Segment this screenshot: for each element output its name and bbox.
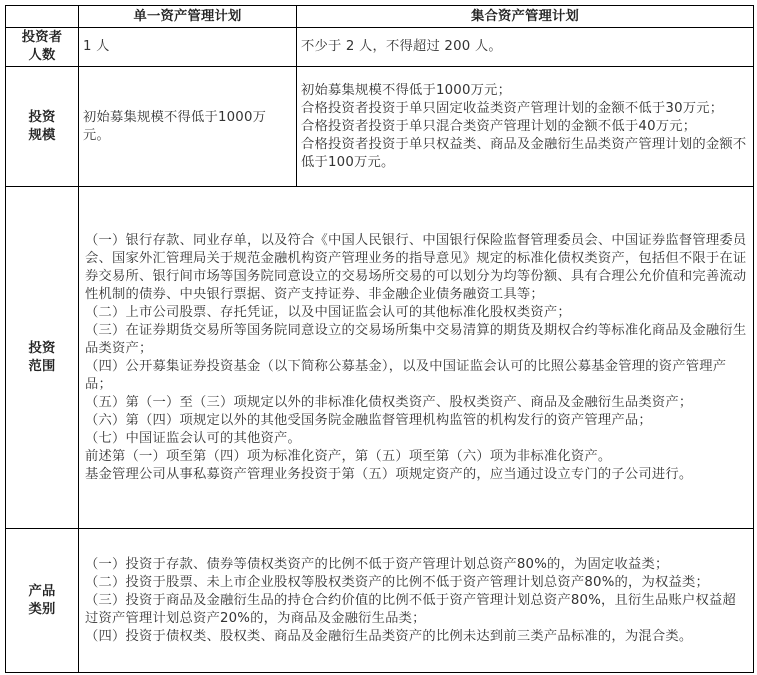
scale-collective-line: 合格投资者投资于单只混合类资产管理计划的金额不低于40万元； — [301, 118, 697, 134]
row-label-category — [6, 529, 79, 673]
row-label-scope — [6, 187, 79, 529]
header-single-plan: 单一资产管理计划 — [79, 6, 297, 28]
scope-item: （六）第（四）项规定以外的其他受国务院金融监督管理机构监管的机构发行的资产管理产品； — [85, 412, 652, 428]
scale-collective-line: 合格投资者投资于单只固定收益类资产管理计划的金额不低于30万元； — [301, 100, 724, 116]
investors-single-cell: 1 人 — [79, 28, 297, 67]
header-row — [6, 6, 754, 28]
scope-item: （二）上市公司股票、存托凭证，以及中国证监会认可的其他标准化股权类资产； — [85, 304, 571, 320]
table-row-category — [6, 529, 754, 673]
row-label-line: 产品 — [28, 583, 56, 599]
row-label-line: 投资 — [28, 340, 56, 356]
scope-content-cell — [79, 187, 754, 529]
category-item: （三）投资于商品及金融衍生品的持仓合约价值的比例不低于资产管理计划总资产80%，且衍生品账户权益超过资产管理计划总资产20%的，为商品及金融衍生品类； — [85, 592, 737, 626]
row-label-scale — [6, 67, 79, 187]
scope-note: 前述第（一）项至第（四）项为标准化资产，第（五）项至第（六）项为非标准化资产。 — [85, 448, 612, 464]
category-content-cell — [79, 529, 754, 673]
investors-collective-cell: 不少于 2 人，不得超过 200 人。 — [297, 28, 754, 67]
row-label-line: 人数 — [28, 48, 56, 63]
header-collective-plan: 集合资产管理计划 — [297, 6, 754, 28]
row-label-investors — [6, 28, 79, 67]
header-empty-cell — [6, 6, 79, 28]
row-label-line: 投资者 — [21, 30, 63, 45]
scale-collective-line: 合格投资者投资于单只权益类、商品及金融衍生品类资产管理计划的金额不低于100万元。 — [301, 136, 747, 170]
row-label-line: 类别 — [28, 601, 56, 617]
scope-note: 基金管理公司从事私募资产管理业务投资于第（五）项规定资产的，应当通过设立专门的子公司进行。 — [85, 466, 693, 482]
scope-item: （一）银行存款、同业存单，以及符合《中国人民银行、中国银行保险监督管理委员会、中国证券监督管理委员会、国家外汇管理局关于规范金融机构资产管理业务的指导意见》规定的标准化债权类资产，包括但不限于在证券交易所、银行间市场等国务院同意设立的交易场所交易的可以划分为均等份额、具有合理公允价值和完善流动性机制的债券、中央银行票据、资产支持证券、非金融企业债务融资工具等； — [85, 232, 747, 302]
category-item: （一）投资于存款、债券等债权类资产的比例不低于资产管理计划总资产80%的，为固定收益类； — [85, 556, 669, 572]
scale-collective-cell — [297, 67, 754, 187]
comparison-table — [5, 5, 754, 673]
category-item: （四）投资于债权类、股权类、商品及金融衍生品类资产的比例未达到前三类产品标准的，为混合类。 — [85, 628, 693, 644]
scope-item: （四）公开募集证券投资基金（以下简称公募基金），以及中国证监会认可的比照公募基金管理的资产管理产品； — [85, 358, 727, 392]
table-row-investors — [6, 28, 754, 67]
scope-item: （七）中国证监会认可的其他资产。 — [85, 430, 301, 446]
row-label-line: 范围 — [28, 358, 56, 374]
table-row-scale — [6, 67, 754, 187]
scale-single-cell: 初始募集规模不得低于1000万元。 — [79, 67, 297, 187]
scope-item: （五）第（一）至（三）项规定以外的非标准化债权类资产、股权类资产、商品及金融衍生品类资产； — [85, 394, 693, 410]
category-item: （二）投资于股票、未上市企业股权等股权类资产的比例不低于资产管理计划总资产80%的，为权益类； — [85, 574, 710, 590]
scope-item: （三）在证券期货交易所等国务院同意设立的交易场所集中交易清算的期货及期权合约等标准化商品及金融衍生品类资产； — [85, 322, 747, 356]
row-label-line: 规模 — [28, 127, 56, 143]
scale-collective-line: 初始募集规模不得低于1000万元； — [301, 82, 512, 98]
row-label-line: 投资 — [28, 109, 56, 125]
table-row-scope — [6, 187, 754, 529]
